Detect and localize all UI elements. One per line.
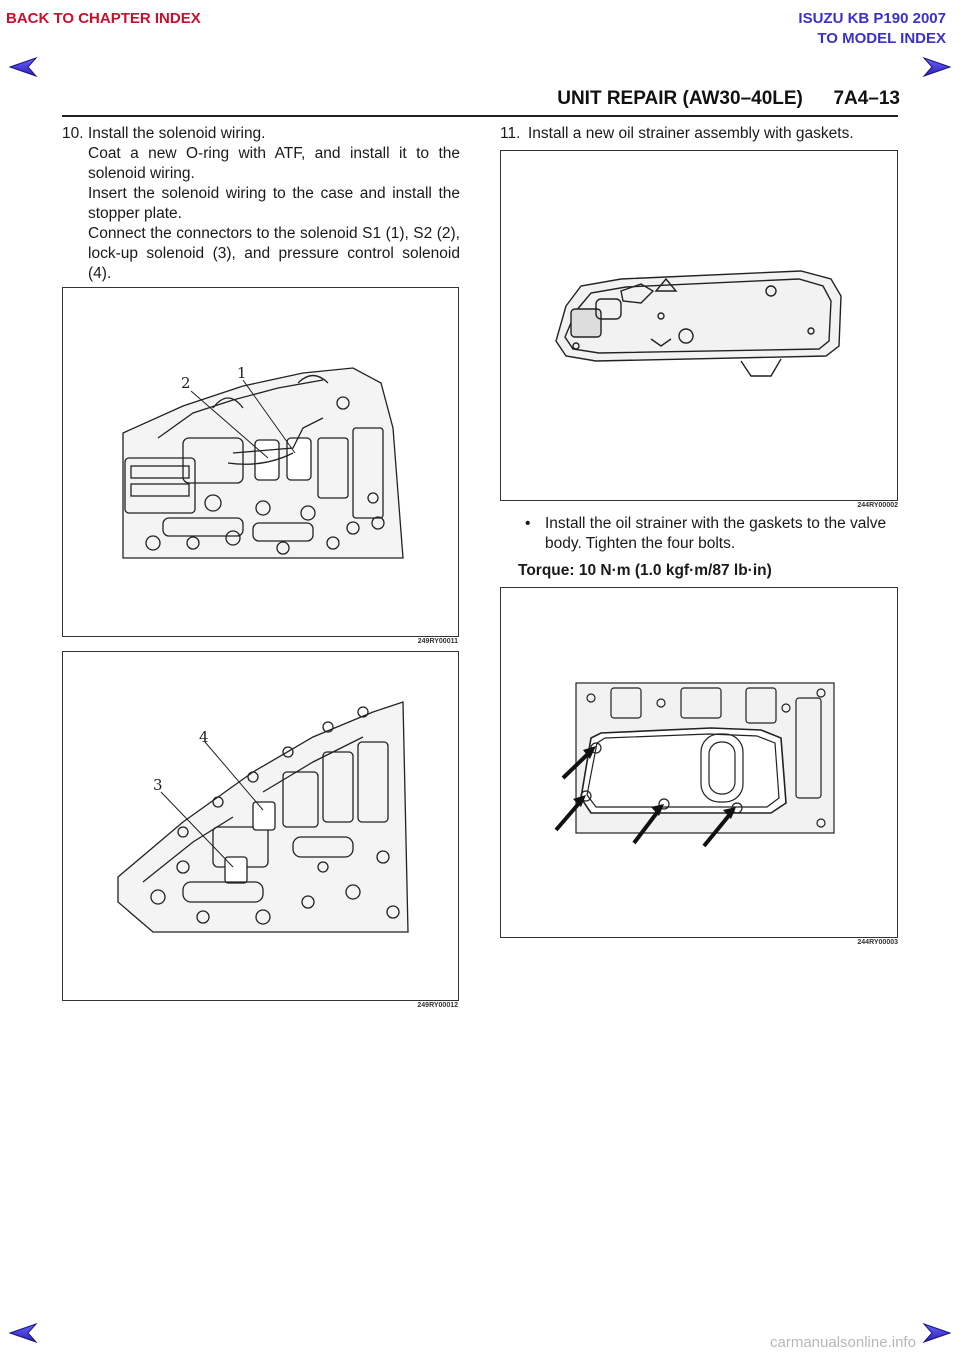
bullet-icon: •: [525, 515, 531, 532]
previous-page-arrow-icon[interactable]: [8, 56, 38, 78]
figure-code: 249RY00011: [417, 638, 458, 645]
step-para-2: Insert the solenoid wiring to the case and install the stopper plate.: [88, 185, 460, 222]
callout-4: 4: [199, 728, 209, 746]
to-model-index-link[interactable]: TO MODEL INDEX: [817, 30, 946, 47]
model-title-link[interactable]: ISUZU KB P190 2007: [798, 10, 946, 27]
bullet-text: Install the oil strainer with the gaskets to the valve body. Tighten the four bolts.: [545, 515, 887, 552]
step-title: Install the solenoid wiring.: [88, 125, 266, 142]
bullet-item: [525, 514, 900, 554]
step-para-3: Connect the connectors to the solenoid S1 (1), S2 (2), lock-up solenoid (3), and pressure control solenoid (4).: [88, 225, 460, 282]
step-title: Install a new oil strainer assembly with gaskets.: [528, 125, 854, 142]
oil-strainer-illustration: [501, 151, 897, 500]
figure-lockup-pressure-solenoid: [62, 651, 459, 1001]
strainer-bolts-illustration: [501, 588, 897, 937]
page-number: 7A4–13: [833, 88, 900, 109]
page-header: [530, 88, 900, 110]
callout-2: 2: [181, 374, 191, 392]
figure-code: 249RY00012: [417, 1002, 458, 1009]
figure-oil-strainer: [500, 150, 898, 501]
step-10: [62, 124, 460, 284]
valve-body-illustration-1: [63, 288, 458, 636]
figure-code: 244RY00003: [857, 939, 898, 946]
step-11: [500, 124, 900, 144]
figure-code: 244RY00002: [857, 502, 898, 509]
next-page-arrow-icon[interactable]: [922, 56, 952, 78]
figure-solenoid-s1-s2: [62, 287, 459, 637]
header-rule: [62, 115, 898, 117]
watermark: carmanualsonline.info: [770, 1334, 916, 1351]
section-title: UNIT REPAIR (AW30–40LE): [557, 88, 803, 109]
next-page-arrow-icon-bottom[interactable]: [922, 1322, 952, 1344]
callout-3: 3: [153, 776, 163, 794]
step-number: 10.: [62, 125, 84, 142]
step-number: 11.: [500, 125, 521, 142]
callout-1: 1: [237, 364, 247, 382]
step-para-1: Coat a new O-ring with ATF, and install it to the solenoid wiring.: [88, 145, 460, 182]
figure-strainer-bolts: [500, 587, 898, 938]
previous-page-arrow-icon-bottom[interactable]: [8, 1322, 38, 1344]
back-to-chapter-index-link[interactable]: BACK TO CHAPTER INDEX: [6, 10, 201, 27]
torque-spec: Torque: 10 N·m (1.0 kgf·m/87 lb·in): [518, 562, 772, 579]
valve-body-illustration-2: [63, 652, 458, 1000]
